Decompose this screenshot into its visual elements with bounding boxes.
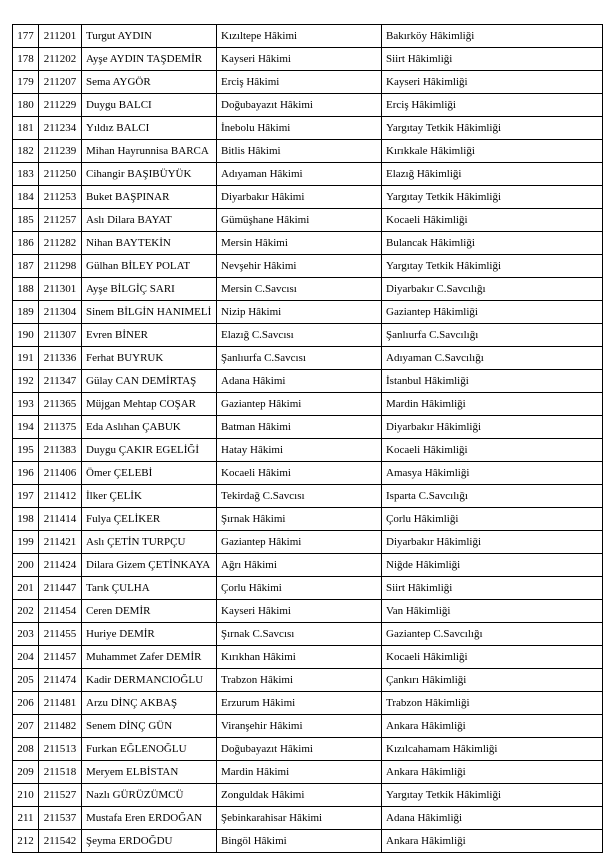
person-name: Ayşe BİLGİÇ SARI — [82, 278, 217, 301]
registry-number: 211298 — [39, 255, 82, 278]
row-number: 207 — [13, 715, 39, 738]
row-number: 183 — [13, 163, 39, 186]
row-number: 191 — [13, 347, 39, 370]
table-row — [13, 393, 603, 416]
row-number: 182 — [13, 140, 39, 163]
person-name: Nihan BAYTEKİN — [82, 232, 217, 255]
table-row — [13, 531, 603, 554]
current-post: Doğubayazıt Hâkimi — [217, 94, 382, 117]
new-post: Siirt Hâkimliği — [382, 577, 603, 600]
table-row — [13, 623, 603, 646]
row-number: 185 — [13, 209, 39, 232]
table-row — [13, 140, 603, 163]
current-post: Zonguldak Hâkimi — [217, 784, 382, 807]
new-post: Mardin Hâkimliği — [382, 393, 603, 416]
new-post: Trabzon Hâkimliği — [382, 692, 603, 715]
person-name: Eda Aslıhan ÇABUK — [82, 416, 217, 439]
appointment-table — [12, 24, 603, 853]
current-post: Erciş Hâkimi — [217, 71, 382, 94]
person-name: Mihan Hayrunnisa BARCA — [82, 140, 217, 163]
registry-number: 211481 — [39, 692, 82, 715]
table-row — [13, 94, 603, 117]
registry-number: 211421 — [39, 531, 82, 554]
row-number: 212 — [13, 830, 39, 853]
row-number: 200 — [13, 554, 39, 577]
table-row — [13, 784, 603, 807]
row-number: 208 — [13, 738, 39, 761]
table-row — [13, 600, 603, 623]
current-post: Mersin C.Savcısı — [217, 278, 382, 301]
person-name: Ömer ÇELEBİ — [82, 462, 217, 485]
person-name: Huriye DEMİR — [82, 623, 217, 646]
new-post: Kocaeli Hâkimliği — [382, 209, 603, 232]
table-row — [13, 163, 603, 186]
person-name: Senem DİNÇ GÜN — [82, 715, 217, 738]
row-number: 197 — [13, 485, 39, 508]
new-post: Adıyaman C.Savcılığı — [382, 347, 603, 370]
registry-number: 211527 — [39, 784, 82, 807]
row-number: 209 — [13, 761, 39, 784]
row-number: 205 — [13, 669, 39, 692]
new-post: Çorlu Hâkimliği — [382, 508, 603, 531]
new-post: Siirt Hâkimliği — [382, 48, 603, 71]
row-number: 198 — [13, 508, 39, 531]
person-name: Evren BİNER — [82, 324, 217, 347]
new-post: Yargıtay Tetkik Hâkimliği — [382, 255, 603, 278]
current-post: İnebolu Hâkimi — [217, 117, 382, 140]
row-number: 201 — [13, 577, 39, 600]
registry-number: 211542 — [39, 830, 82, 853]
new-post: Ankara Hâkimliği — [382, 830, 603, 853]
row-number: 196 — [13, 462, 39, 485]
current-post: Adana Hâkimi — [217, 370, 382, 393]
person-name: Buket BAŞPINAR — [82, 186, 217, 209]
new-post: Diyarbakır Hâkimliği — [382, 531, 603, 554]
table-row — [13, 347, 603, 370]
current-post: Şebinkarahisar Hâkimi — [217, 807, 382, 830]
registry-number: 211447 — [39, 577, 82, 600]
registry-number: 211336 — [39, 347, 82, 370]
registry-number: 211537 — [39, 807, 82, 830]
person-name: Furkan EĞLENOĞLU — [82, 738, 217, 761]
table-row — [13, 48, 603, 71]
table-row — [13, 577, 603, 600]
person-name: Dilara Gizem ÇETİNKAYA — [82, 554, 217, 577]
person-name: Ferhat BUYRUK — [82, 347, 217, 370]
registry-number: 211253 — [39, 186, 82, 209]
registry-number: 211229 — [39, 94, 82, 117]
registry-number: 211202 — [39, 48, 82, 71]
current-post: Viranşehir Hâkimi — [217, 715, 382, 738]
new-post: Kocaeli Hâkimliği — [382, 646, 603, 669]
new-post: Kocaeli Hâkimliği — [382, 439, 603, 462]
current-post: Erzurum Hâkimi — [217, 692, 382, 715]
table-row — [13, 669, 603, 692]
table-row — [13, 508, 603, 531]
new-post: Elazığ Hâkimliği — [382, 163, 603, 186]
current-post: Diyarbakır Hâkimi — [217, 186, 382, 209]
person-name: Duygu BALCI — [82, 94, 217, 117]
table-row — [13, 807, 603, 830]
person-name: Aslı Dilara BAYAT — [82, 209, 217, 232]
registry-number: 211406 — [39, 462, 82, 485]
current-post: Mardin Hâkimi — [217, 761, 382, 784]
new-post: Van Hâkimliği — [382, 600, 603, 623]
table-row — [13, 324, 603, 347]
table-row — [13, 255, 603, 278]
person-name: Duygu ÇAKIR EGELİĞİ — [82, 439, 217, 462]
new-post: Yargıtay Tetkik Hâkimliği — [382, 186, 603, 209]
table-row — [13, 692, 603, 715]
new-post: Şanlıurfa C.Savcılığı — [382, 324, 603, 347]
row-number: 195 — [13, 439, 39, 462]
current-post: Mersin Hâkimi — [217, 232, 382, 255]
registry-number: 211383 — [39, 439, 82, 462]
registry-number: 211304 — [39, 301, 82, 324]
current-post: Şırnak C.Savcısı — [217, 623, 382, 646]
person-name: Ayşe AYDIN TAŞDEMİR — [82, 48, 217, 71]
person-name: Arzu DİNÇ AKBAŞ — [82, 692, 217, 715]
new-post: Adana Hâkimliği — [382, 807, 603, 830]
current-post: Gaziantep Hâkimi — [217, 531, 382, 554]
registry-number: 211257 — [39, 209, 82, 232]
current-post: Gümüşhane Hâkimi — [217, 209, 382, 232]
new-post: Bulancak Hâkimliği — [382, 232, 603, 255]
row-number: 206 — [13, 692, 39, 715]
person-name: Ceren DEMİR — [82, 600, 217, 623]
new-post: Yargıtay Tetkik Hâkimliği — [382, 784, 603, 807]
current-post: Batman Hâkimi — [217, 416, 382, 439]
current-post: Nevşehir Hâkimi — [217, 255, 382, 278]
table-row — [13, 209, 603, 232]
current-post: Ağrı Hâkimi — [217, 554, 382, 577]
row-number: 199 — [13, 531, 39, 554]
table-row — [13, 439, 603, 462]
registry-number: 211414 — [39, 508, 82, 531]
row-number: 181 — [13, 117, 39, 140]
person-name: Yıldız BALCI — [82, 117, 217, 140]
person-name: Sema AYGÖR — [82, 71, 217, 94]
current-post: Doğubayazıt Hâkimi — [217, 738, 382, 761]
current-post: Kocaeli Hâkimi — [217, 462, 382, 485]
person-name: İlker ÇELİK — [82, 485, 217, 508]
table-row — [13, 715, 603, 738]
registry-number: 211412 — [39, 485, 82, 508]
registry-number: 211457 — [39, 646, 82, 669]
row-number: 211 — [13, 807, 39, 830]
row-number: 190 — [13, 324, 39, 347]
row-number: 204 — [13, 646, 39, 669]
person-name: Müjgan Mehtap COŞAR — [82, 393, 217, 416]
row-number: 194 — [13, 416, 39, 439]
person-name: Kadir DERMANCIOĞLU — [82, 669, 217, 692]
row-number: 187 — [13, 255, 39, 278]
new-post: Ankara Hâkimliği — [382, 761, 603, 784]
new-post: Gaziantep Hâkimliği — [382, 301, 603, 324]
current-post: Adıyaman Hâkimi — [217, 163, 382, 186]
row-number: 189 — [13, 301, 39, 324]
row-number: 202 — [13, 600, 39, 623]
registry-number: 211234 — [39, 117, 82, 140]
registry-number: 211239 — [39, 140, 82, 163]
registry-number: 211482 — [39, 715, 82, 738]
new-post: Ankara Hâkimliği — [382, 715, 603, 738]
table-row — [13, 485, 603, 508]
table-row — [13, 462, 603, 485]
current-post: Kızıltepe Hâkimi — [217, 25, 382, 48]
table-row — [13, 554, 603, 577]
row-number: 184 — [13, 186, 39, 209]
new-post: Kızılcahamam Hâkimliği — [382, 738, 603, 761]
registry-number: 211207 — [39, 71, 82, 94]
person-name: Gülay CAN DEMİRTAŞ — [82, 370, 217, 393]
person-name: Muhammet Zafer DEMİR — [82, 646, 217, 669]
table-row — [13, 370, 603, 393]
person-name: Meryem ELBİSTAN — [82, 761, 217, 784]
table-row — [13, 416, 603, 439]
table-row — [13, 301, 603, 324]
table-row — [13, 738, 603, 761]
registry-number: 211201 — [39, 25, 82, 48]
registry-number: 211365 — [39, 393, 82, 416]
registry-number: 211455 — [39, 623, 82, 646]
person-name: Tarık ÇULHA — [82, 577, 217, 600]
new-post: Isparta C.Savcılığı — [382, 485, 603, 508]
table-row — [13, 761, 603, 784]
person-name: Sinem BİLGİN HANIMELİ — [82, 301, 217, 324]
table-row — [13, 117, 603, 140]
row-number: 179 — [13, 71, 39, 94]
person-name: Şeyma ERDOĞDU — [82, 830, 217, 853]
row-number: 178 — [13, 48, 39, 71]
new-post: Çankırı Hâkimliği — [382, 669, 603, 692]
current-post: Şırnak Hâkimi — [217, 508, 382, 531]
registry-number: 211518 — [39, 761, 82, 784]
current-post: Kayseri Hâkimi — [217, 600, 382, 623]
row-number: 177 — [13, 25, 39, 48]
registry-number: 211454 — [39, 600, 82, 623]
current-post: Çorlu Hâkimi — [217, 577, 382, 600]
current-post: Trabzon Hâkimi — [217, 669, 382, 692]
person-name: Fulya ÇELİKER — [82, 508, 217, 531]
table-row — [13, 278, 603, 301]
new-post: Kayseri Hâkimliği — [382, 71, 603, 94]
registry-number: 211424 — [39, 554, 82, 577]
row-number: 193 — [13, 393, 39, 416]
current-post: Gaziantep Hâkimi — [217, 393, 382, 416]
new-post: Kırıkkale Hâkimliği — [382, 140, 603, 163]
row-number: 203 — [13, 623, 39, 646]
new-post: Diyarbakır C.Savcılığı — [382, 278, 603, 301]
table-body — [13, 25, 603, 853]
row-number: 192 — [13, 370, 39, 393]
person-name: Nazlı GÜRÜZÜMCÜ — [82, 784, 217, 807]
registry-number: 211301 — [39, 278, 82, 301]
new-post: Bakırköy Hâkimliği — [382, 25, 603, 48]
row-number: 188 — [13, 278, 39, 301]
registry-number: 211513 — [39, 738, 82, 761]
registry-number: 211307 — [39, 324, 82, 347]
row-number: 186 — [13, 232, 39, 255]
table-row — [13, 830, 603, 853]
table-row — [13, 232, 603, 255]
new-post: İstanbul Hâkimliği — [382, 370, 603, 393]
table-row — [13, 186, 603, 209]
table-row — [13, 646, 603, 669]
row-number: 210 — [13, 784, 39, 807]
current-post: Tekirdağ C.Savcısı — [217, 485, 382, 508]
person-name: Cihangir BAŞIBÜYÜK — [82, 163, 217, 186]
registry-number: 211282 — [39, 232, 82, 255]
new-post: Amasya Hâkimliği — [382, 462, 603, 485]
current-post: Kayseri Hâkimi — [217, 48, 382, 71]
new-post: Niğde Hâkimliği — [382, 554, 603, 577]
current-post: Hatay Hâkimi — [217, 439, 382, 462]
new-post: Gaziantep C.Savcılığı — [382, 623, 603, 646]
person-name: Gülhan BİLEY POLAT — [82, 255, 217, 278]
current-post: Nizip Hâkimi — [217, 301, 382, 324]
new-post: Yargıtay Tetkik Hâkimliği — [382, 117, 603, 140]
person-name: Turgut AYDIN — [82, 25, 217, 48]
current-post: Şanlıurfa C.Savcısı — [217, 347, 382, 370]
current-post: Kırıkhan Hâkimi — [217, 646, 382, 669]
registry-number: 211347 — [39, 370, 82, 393]
current-post: Bingöl Hâkimi — [217, 830, 382, 853]
current-post: Bitlis Hâkimi — [217, 140, 382, 163]
new-post: Diyarbakır Hâkimliği — [382, 416, 603, 439]
table-row — [13, 25, 603, 48]
current-post: Elazığ C.Savcısı — [217, 324, 382, 347]
new-post: Erciş Hâkimliği — [382, 94, 603, 117]
registry-number: 211250 — [39, 163, 82, 186]
row-number: 180 — [13, 94, 39, 117]
table-row — [13, 71, 603, 94]
registry-number: 211474 — [39, 669, 82, 692]
registry-number: 211375 — [39, 416, 82, 439]
person-name: Mustafa Eren ERDOĞAN — [82, 807, 217, 830]
person-name: Aslı ÇETİN TURPÇU — [82, 531, 217, 554]
